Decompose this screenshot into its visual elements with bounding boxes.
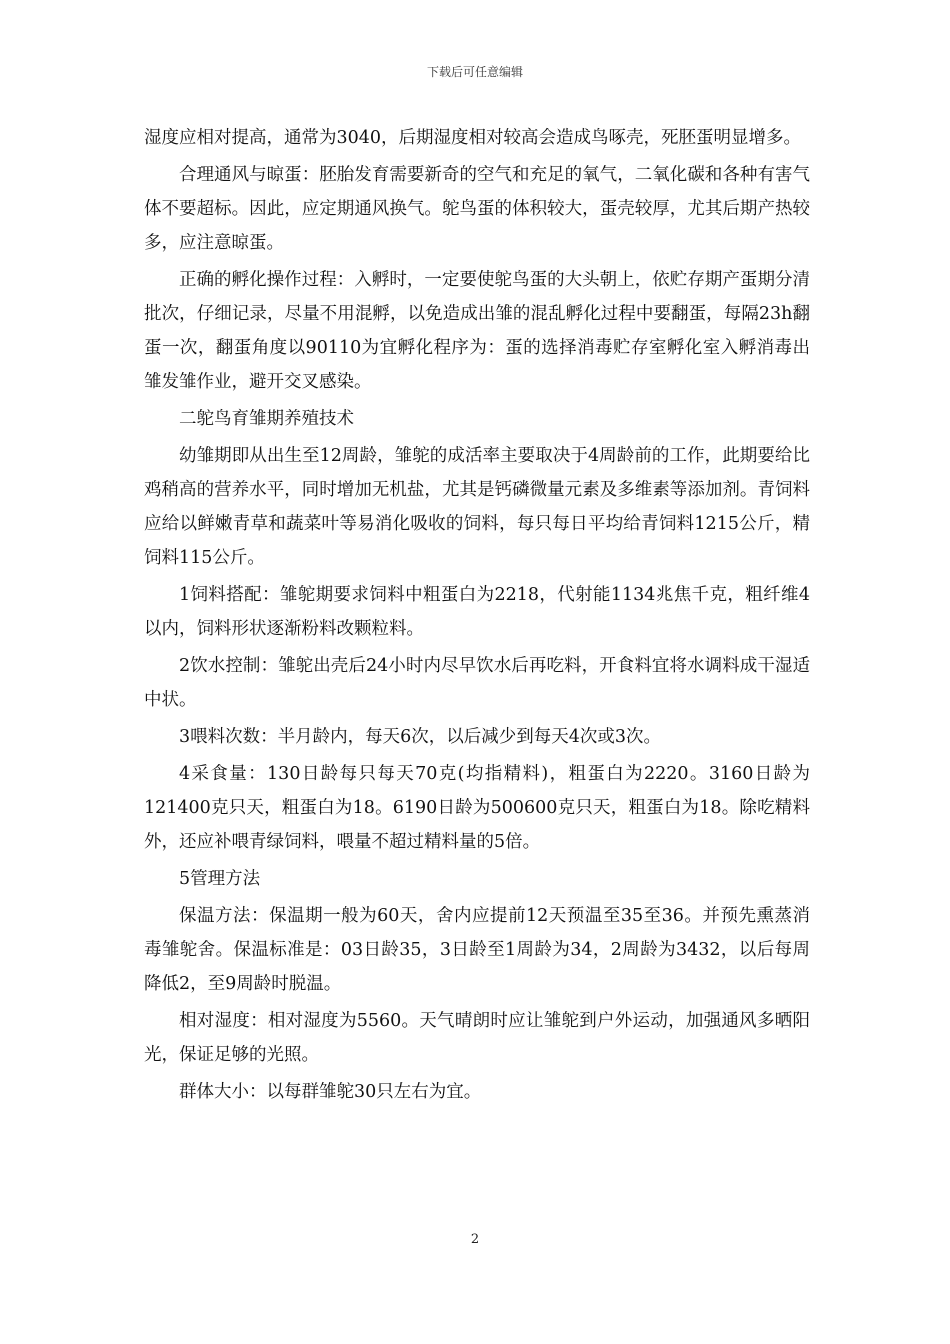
paragraph-11: 保温方法：保温期一般为60天，舍内应提前12天预温至35至36。并预先熏蒸消毒雏鸵舍。保温标准是：03日龄35，3日龄至1周龄为34，2周龄为3432，以后每周降低2，至9周龄时脱温。 [144,906,810,994]
document-body [144,121,810,1112]
paragraph-3: 正确的孵化操作过程：入孵时，一定要使鸵鸟蛋的大头朝上，依贮存期产蛋期分清批次，仔细记录，尽量不用混孵，以免造成出雏的混乱孵化过程中要翻蛋，每隔23h翻蛋一次，翻蛋角度以90110为宜孵化程序为：蛋的选择消毒贮存室孵化室入孵消毒出雏发雏作业，避开交叉感染。 [144,270,810,392]
paragraph-1: 湿度应相对提高，通常为3040，后期湿度相对较高会造成鸟啄壳，死胚蛋明显增多。 [144,128,802,148]
section-heading: 二鸵鸟育雏期养殖技术 [179,409,354,429]
paragraph-8: 3喂料次数：半月龄内，每天6次，以后减少到每天4次或3次。 [179,727,662,747]
subsection-heading: 5管理方法 [179,869,261,889]
paragraph-2: 合理通风与晾蛋：胚胎发育需要新奇的空气和充足的氧气，二氧化碳和各种有害气体不要超标。因此，应定期通风换气。鸵鸟蛋的体积较大，蛋壳较厚，尤其后期产热较多，应注意晾蛋。 [144,165,810,253]
paragraph-13: 群体大小：以每群雏鸵30只左右为宜。 [179,1082,482,1102]
paragraph-5: 幼雏期即从出生至12周龄，雏鸵的成活率主要取决于4周龄前的工作，此期要给比鸡稍高的营养水平，同时增加无机盐，尤其是钙磷微量元素及多维素等添加剂。青饲料应给以鲜嫩青草和蔬菜叶等易消化吸收的饲料，每只每日平均给青饲料1215公斤，精饲料115公斤。 [144,446,810,568]
paragraph-9: 4采食量：130日龄每只每天70克(均指精料)，粗蛋白为2220。3160日龄为121400克只天，粗蛋白为18。6190日龄为500600克只天，粗蛋白为18。除吃精料外，还应补喂青绿饲料，喂量不超过精料量的5倍。 [144,764,810,852]
paragraph-6: 1饲料搭配：雏鸵期要求饲料中粗蛋白为2218，代射能1134兆焦千克，粗纤维4以内，饲料形状逐渐粉料改颗粒料。 [144,585,810,639]
paragraph-7: 2饮水控制：雏鸵出壳后24小时内尽早饮水后再吃料，开食料宜将水调料成干湿适中状。 [144,656,810,710]
page-number: 2 [470,1232,480,1247]
page-header: 下载后可任意编辑 [426,65,523,79]
paragraph-12: 相对湿度：相对湿度为5560。天气晴朗时应让雏鸵到户外运动，加强通风多晒阳光，保证足够的光照。 [144,1011,810,1065]
